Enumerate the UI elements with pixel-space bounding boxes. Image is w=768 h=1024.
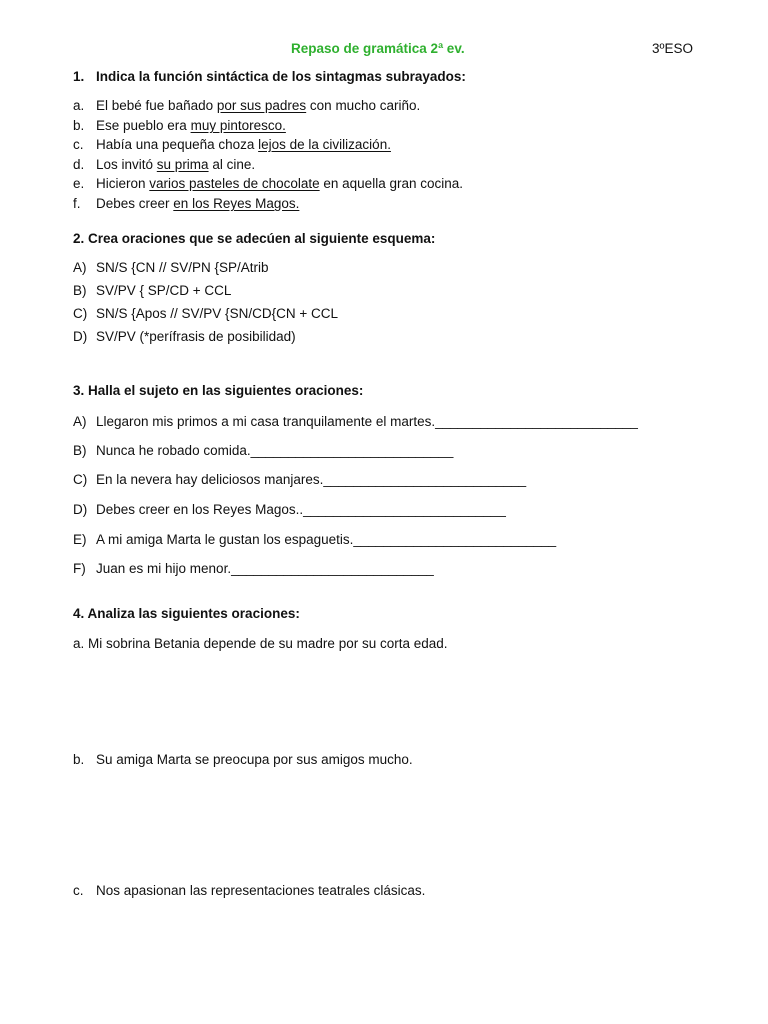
s1-item-underlined: en los Reyes Magos. — [173, 196, 300, 211]
s4-item-text: Nos apasionan las representaciones teatrales clásicas. — [96, 883, 426, 898]
s4-item-marker: c. — [73, 883, 84, 898]
s1-item-underlined: lejos de la civilización. — [258, 137, 391, 152]
answer-blank[interactable]: ___________________________ — [323, 472, 527, 487]
section-2-heading: 2. Crea oraciones que se adecúen al siguiente esquema: — [73, 231, 436, 246]
answer-blank[interactable]: ___________________________ — [231, 561, 434, 576]
s3-item-text: Juan es mi hijo menor. — [96, 561, 232, 576]
answer-blank[interactable]: ___________________________ — [303, 502, 506, 517]
s4-item-c — [73, 883, 425, 898]
s1-item-marker: d. — [73, 157, 85, 172]
s1-item-a — [73, 98, 420, 113]
s1-item-text-after: al cine. — [208, 157, 256, 172]
s3-item-marker: D) — [73, 502, 88, 517]
answer-blank[interactable]: ___________________________ — [250, 443, 454, 458]
s1-item-underlined: su prima — [156, 157, 209, 172]
s1-item-text: Debes creer — [96, 196, 174, 211]
s1-item-text: Ese pueblo era — [96, 118, 191, 133]
s1-item-text: Los invitó — [96, 157, 157, 172]
section-3-heading: 3. Halla el sujeto en las siguientes oraciones: — [73, 383, 364, 398]
s2-item-c — [73, 306, 338, 321]
s2-item-marker: B) — [73, 283, 87, 298]
document-title: Repaso de gramática 2ª ev. — [291, 41, 465, 56]
s1-item-text-after: en aquella gran cocina. — [319, 176, 463, 191]
s2-item-b — [73, 283, 231, 298]
s2-item-text: SN/S {Apos // SV/PV {SN/CD{CN + CCL — [96, 306, 338, 321]
s4-item-text: Su amiga Marta se preocupa por sus amigos mucho. — [96, 752, 413, 767]
s1-item-d — [73, 157, 255, 172]
s3-item-marker: E) — [73, 532, 87, 547]
s3-item-a — [73, 414, 638, 429]
s1-item-text-after: con mucho cariño. — [306, 98, 421, 113]
s4-item-marker: b. — [73, 752, 85, 767]
s1-item-marker: b. — [73, 118, 85, 133]
s3-item-text: En la nevera hay deliciosos manjares. — [96, 472, 324, 487]
section-1-number: 1. — [73, 69, 85, 84]
s1-item-marker: e. — [73, 176, 85, 191]
s1-item-text: Había una pequeña choza — [96, 137, 259, 152]
s1-item-marker: a. — [73, 98, 85, 113]
s2-item-marker: A) — [73, 260, 87, 275]
s3-item-text: Llegaron mis primos a mi casa tranquilamente el martes. — [96, 414, 436, 429]
answer-blank[interactable]: ___________________________ — [435, 414, 638, 429]
s3-item-d — [73, 502, 506, 517]
s3-item-marker: B) — [73, 443, 87, 458]
s3-item-b — [73, 443, 453, 458]
s2-item-text: SV/PV (*perífrasis de posibilidad) — [96, 329, 296, 344]
s1-item-e — [73, 176, 463, 191]
s3-item-marker: C) — [73, 472, 88, 487]
section-1-heading — [73, 69, 466, 84]
s2-item-text: SN/S {CN // SV/PN {SP/Atrib — [96, 260, 269, 275]
section-1-title: Indica la función sintáctica de los sintagmas subrayados: — [96, 69, 466, 84]
s2-item-text: SV/PV { SP/CD + CCL — [96, 283, 232, 298]
s3-item-e — [73, 532, 556, 547]
s4-item-a — [73, 636, 448, 651]
answer-blank[interactable]: ___________________________ — [353, 532, 557, 547]
s4-item-b — [73, 752, 413, 767]
s2-item-a — [73, 260, 269, 275]
s3-item-f — [73, 561, 434, 576]
s3-item-text: Debes creer en los Reyes Magos.. — [96, 502, 304, 517]
s1-item-text: El bebé fue bañado — [96, 98, 217, 113]
s1-item-b — [73, 118, 286, 133]
s3-item-c — [73, 472, 526, 487]
s3-item-text: Nunca he robado comida. — [96, 443, 251, 458]
section-4-heading: 4. Analiza las siguientes oraciones: — [73, 606, 300, 621]
course-label: 3ºESO — [652, 41, 693, 56]
s3-item-marker: A) — [73, 414, 87, 429]
s2-item-marker: D) — [73, 329, 88, 344]
s2-item-d — [73, 329, 296, 344]
s1-item-f — [73, 196, 299, 211]
s1-item-underlined: varios pasteles de chocolate — [149, 176, 320, 191]
s4-item-text: Mi sobrina Betania depende de su madre por su corta edad. — [88, 636, 448, 651]
s3-item-marker: F) — [73, 561, 86, 576]
s1-item-marker: f. — [73, 196, 81, 211]
s1-item-underlined: por sus padres — [216, 98, 307, 113]
s1-item-text: Hicieron — [96, 176, 150, 191]
s1-item-underlined: muy pintoresco. — [190, 118, 286, 133]
s1-item-c — [73, 137, 391, 152]
s4-item-marker: a. — [73, 636, 85, 651]
s3-item-text: A mi amiga Marta le gustan los espaguetis. — [96, 532, 354, 547]
s2-item-marker: C) — [73, 306, 88, 321]
s1-item-marker: c. — [73, 137, 84, 152]
